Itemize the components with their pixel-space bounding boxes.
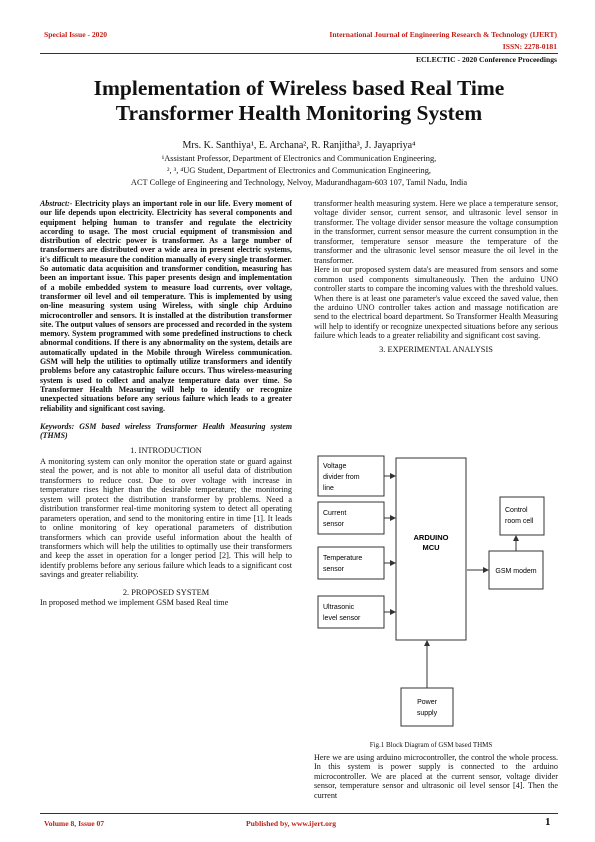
- svg-text:sensor: sensor: [323, 566, 345, 573]
- abstract-lead: Abstract:-: [40, 199, 73, 208]
- page-number: 1: [545, 816, 551, 828]
- svg-text:Ultrasonic: Ultrasonic: [323, 604, 355, 611]
- footer-volume: Volume 8, Issue 07: [44, 819, 105, 828]
- svg-text:MCU: MCU: [422, 543, 440, 552]
- author-list: Mrs. K. Santhiya¹, E. Archana², R. Ranjitha³, J. Jayapriya⁴: [182, 140, 416, 151]
- left-column: [40, 199, 292, 608]
- header-rule: [40, 53, 558, 54]
- affiliation-1: ¹Assistant Professor, Department of Electronics and Communication Engineering,: [161, 154, 437, 163]
- svg-text:Control: Control: [505, 507, 528, 514]
- title-line-2: Transformer Health Monitoring System: [115, 101, 483, 125]
- keywords: Keywords: GSM based wireless Transformer Health Measuring system (THMS): [40, 421, 292, 441]
- figure-caption: Fig.1 Block Diagram of GSM based THMS: [369, 741, 493, 749]
- experimental-body-column: [314, 753, 558, 800]
- section-proposed-heading: 2. PROPOSED SYSTEM: [122, 587, 210, 597]
- power-supply-block: [401, 688, 453, 726]
- svg-text:room cell: room cell: [505, 518, 534, 525]
- header-journal: International Journal of Engineering Research & Technology (IJERT): [329, 30, 557, 39]
- section-introduction-heading: 1. INTRODUCTION: [130, 446, 202, 456]
- abstract: [40, 199, 292, 413]
- voltage-divider-block: [318, 456, 384, 496]
- svg-text:line: line: [323, 485, 334, 492]
- footer-rule: [40, 813, 558, 814]
- arduino-mcu-block: [396, 458, 466, 640]
- header-issn: ISSN: 2278-0181: [502, 42, 557, 51]
- temperature-sensor-block: [318, 547, 384, 579]
- section-introduction-body: A monitoring system can only monitor the operation state or guard against steal the power, and is not able to monitor all useful data of distribution transformers to reduce cost. Due to over voltage with increase in temperature rises higher than the desirable temperature; the monitoring system will protect the distribution transformer by problems. Need a distribution transformer real-time monitoring system to detect all operating parameters operation, and send to the monitoring entire in time [1]. It leads to online monitoring of key operational parameters of distribution transformers which can provide useful information about the health of transformers which will help the utilities to optimally use their transformers and keep the asset in operation for a longer period [2]. This will help to identify problems before any serious failure which leads to a significant cost savings and greater reliability.: [40, 456, 292, 580]
- abstract-body: Electricity plays an important role in our life. Every moment of our life depends upon electricity. Electricity has several components and equipment helping human to transfer and regulate the electricity according to usage. The most crucial equipment of transmission and distribution of electric power is transformer. As a large number of transformers are distributed over a wide area in present electric systems, it's difficult to measure the condition manually of every single transformer. So automatic data acquisition and transformer condition, measuring has been an important issue. This paper presents design and implementation of a mobile embedded system to measure load currents, over voltage, transformer oil level and oil temperature. This is implemented by using on-line measuring system using Wireless, with single chip Arduino microcontroller and sensors. It is installed at the distribution transformer site. The output values of sensors are processed and recorded in the system memory. System programmed with some predefined instructions to check abnormal conditions. If there is any abnormality on the system, details are automatically updated in the Mobile through Wireless communication. GSM will help the utilities to optimally utilize transformers and identify problems before any catastrophic failure occurs. Thus wireless-measuring system is used to collect and analyze temperature data over time. So Transformer Health Measuring will help to identify or recognize unexpected situations before any serious failure which leads to a greater reliability and significant cost saving.: [40, 199, 292, 413]
- ultrasonic-sensor-block: [318, 596, 384, 628]
- header-conference: ECLECTIC - 2020 Conference Proceedings: [415, 55, 557, 64]
- paper-title: [40, 76, 558, 126]
- svg-text:supply: supply: [416, 710, 438, 717]
- right-column: [314, 199, 558, 355]
- svg-text:Temperature: Temperature: [323, 555, 363, 562]
- svg-text:Power: Power: [417, 699, 437, 706]
- affiliation-3: ACT College of Engineering and Technology, Nelvoy, Madurandhagam-603 107, Tamil Nadu, India: [130, 178, 468, 187]
- footer-publisher: Published by, www.ijert.org: [246, 819, 337, 828]
- svg-text:GSM modem: GSM modem: [495, 568, 537, 575]
- proposed-continued-p1: transformer health measuring system. Here we place a temperature sensor, voltage divider sensor, current sensor, and ultrasonic level sensor in transformer. The voltage divider sensor measure the voltage consumption in the transformer, current sensor measure the current consumption in the transformer, temperature sensor measure the temperature of the transformer and the ultrasonic level sensor measure the oil level in the transformer.: [314, 199, 558, 265]
- section-experimental-heading: 3. EXPERIMENTAL ANALYSIS: [379, 344, 493, 354]
- current-sensor-block: [318, 502, 384, 534]
- svg-text:level sensor: level sensor: [323, 615, 361, 622]
- title-line-1: Implementation of Wireless based Real Time: [93, 76, 505, 100]
- control-room-block: [500, 497, 544, 535]
- header-special-issue: Special Issue - 2020: [44, 30, 108, 39]
- svg-text:ARDUINO: ARDUINO: [413, 533, 449, 542]
- section-experimental-body: Here we are using arduino microcontroller, the control the whole process. In this system is power supply is connected to the arduino microcontroller. We are placed at the current sensor, voltage divider sensor, temperature sensor and ultrasonic oil level sensor [4]. Then the current: [314, 753, 558, 800]
- svg-text:divider from: divider from: [323, 474, 360, 481]
- svg-text:sensor: sensor: [323, 521, 345, 528]
- affiliation-2: ², ³, ⁴UG Student, Department of Electronics and Communication Engineering,: [166, 166, 432, 175]
- proposed-continued-p2: Here in our proposed system data's are measured from sensors and some common used components simultaneously. Then the arduino UNO controller starts to compare the incoming values with the threshold values. When there is at least one parameter's value exceed the saved value, then the arduino UNO controller takes action and massage notification are send to the electrical board department. So Transformer Health Measuring will help to identify or recognize unexpected situations before any serious failure which leads to a greater reliability and significant cost saving.: [314, 265, 558, 341]
- svg-text:Current: Current: [323, 510, 347, 517]
- block-diagram-figure: [317, 452, 545, 734]
- gsm-modem-block: [489, 551, 543, 589]
- svg-text:Voltage: Voltage: [323, 463, 347, 470]
- section-proposed-body: In proposed method we implement GSM based Real time: [40, 598, 229, 608]
